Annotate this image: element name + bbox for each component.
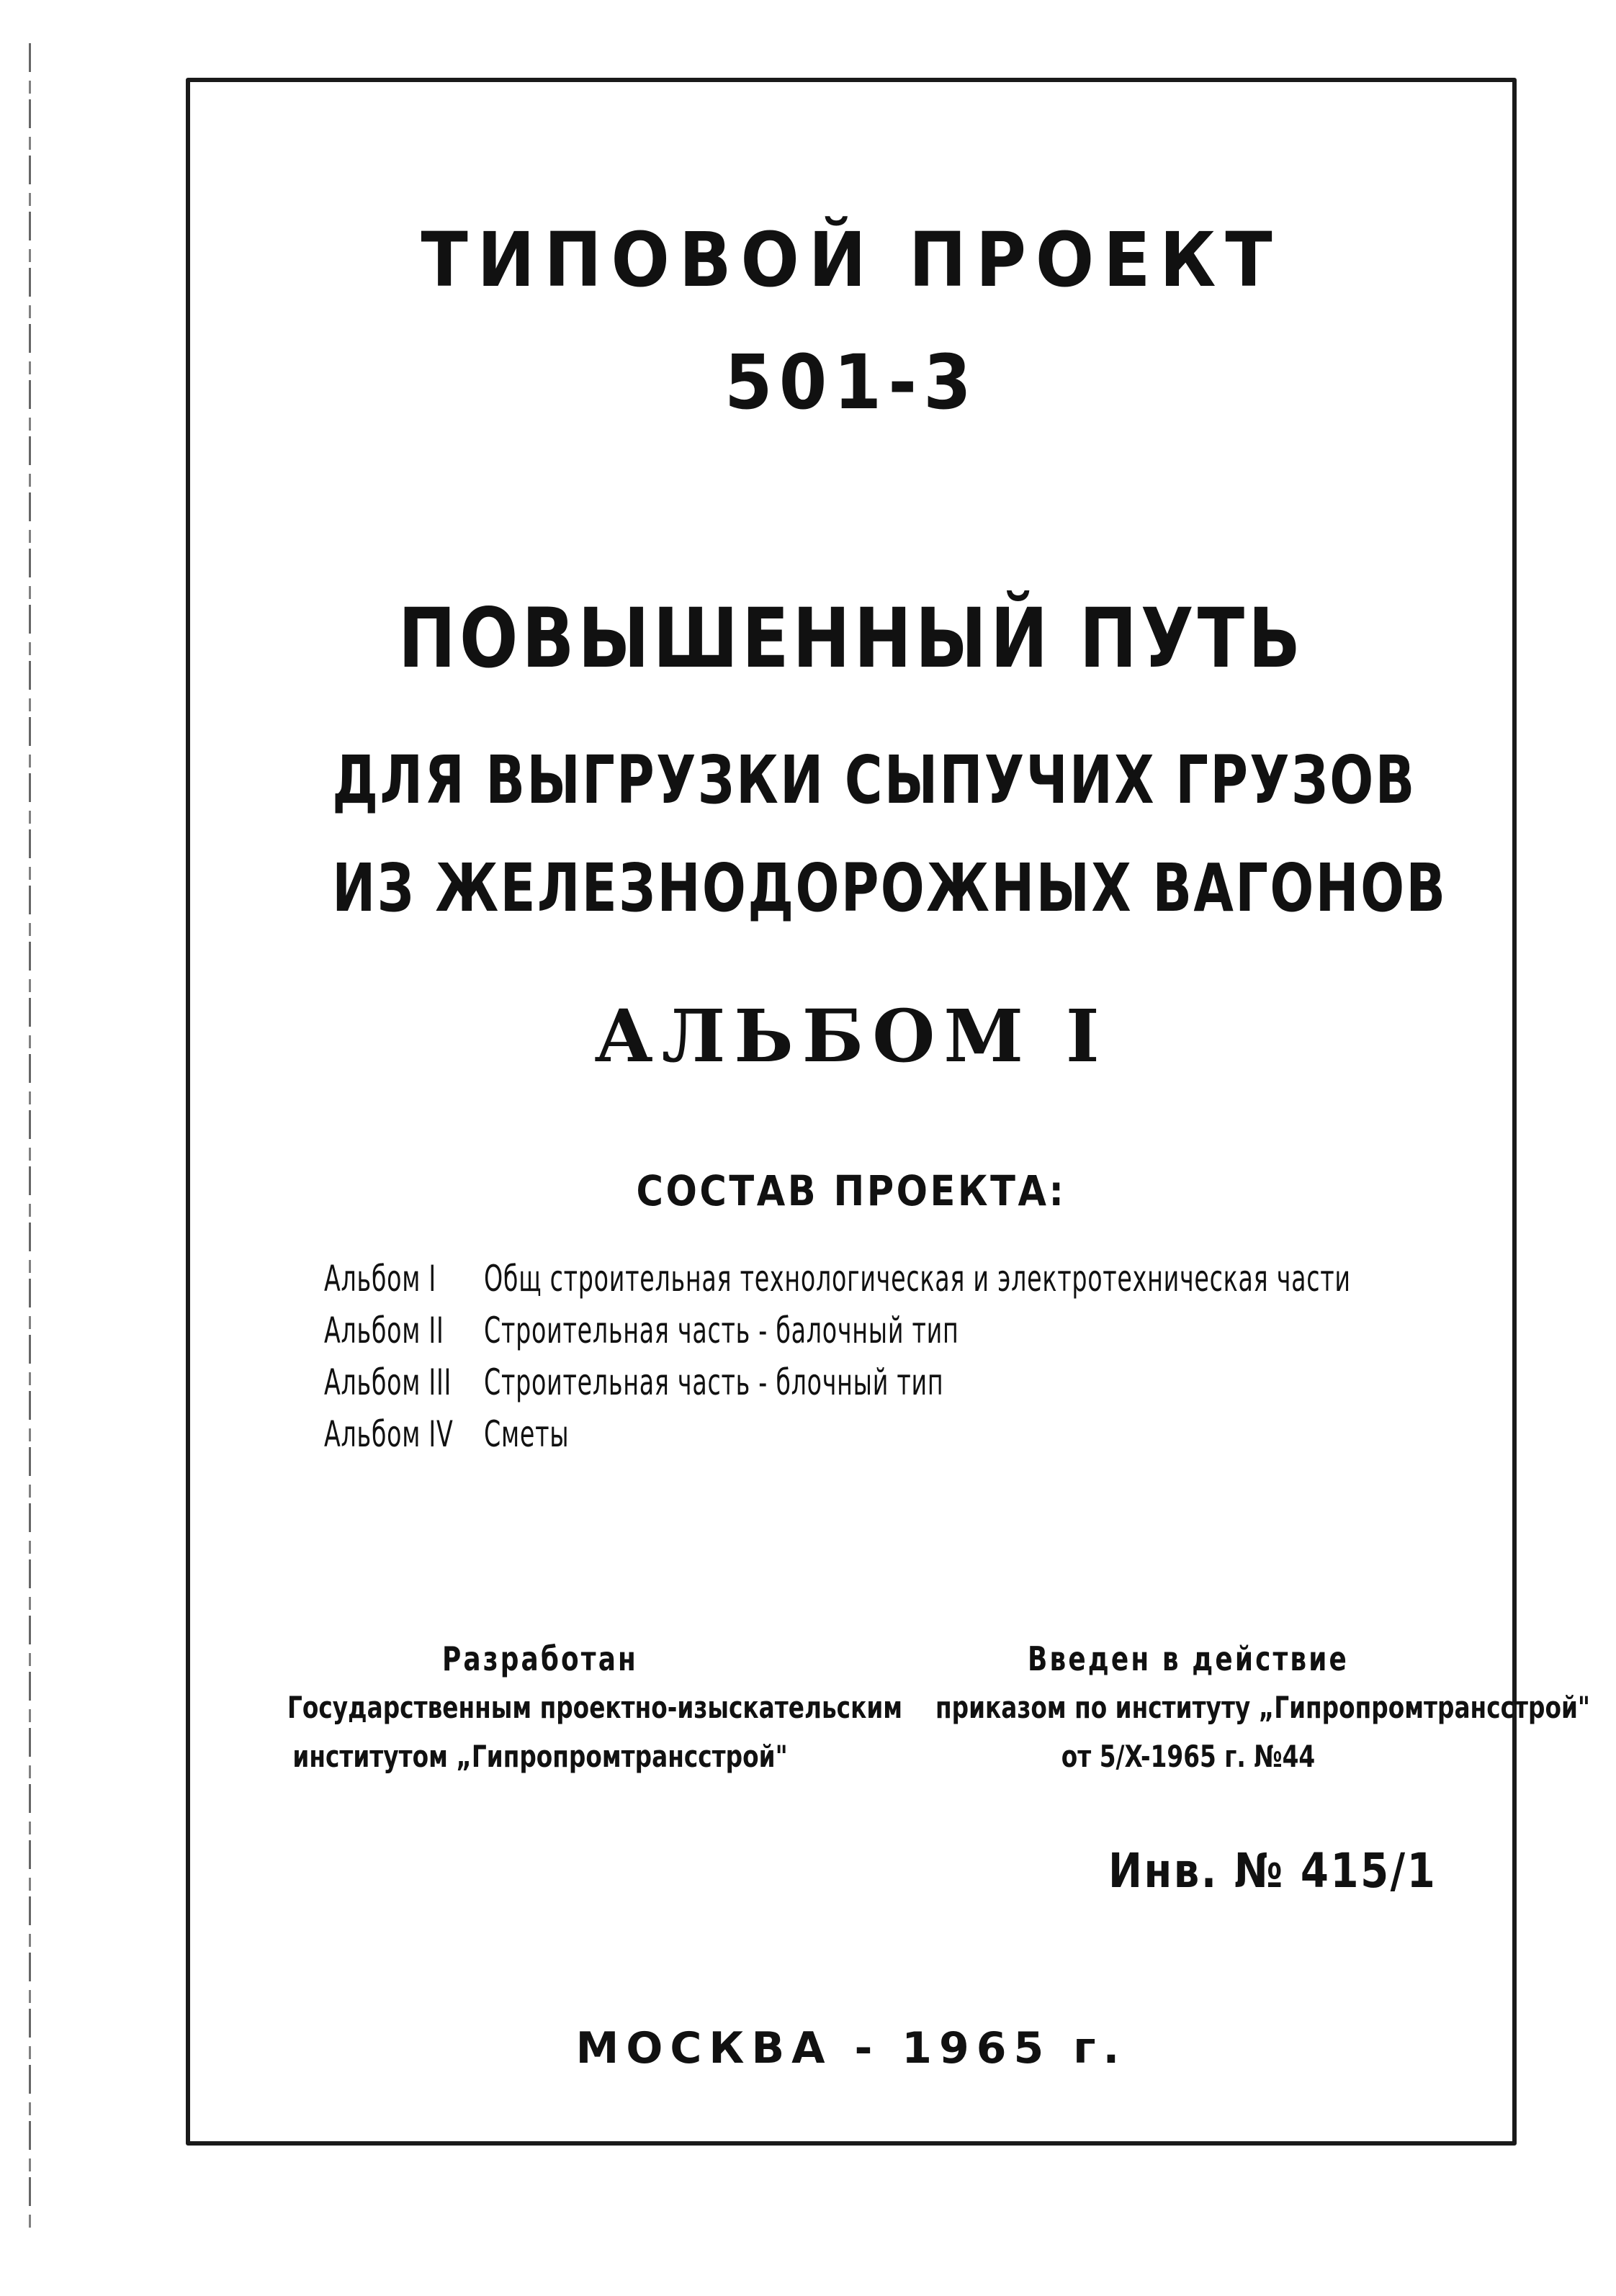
album-list-item — [324, 1356, 1351, 1408]
album-name: Альбом II — [324, 1310, 444, 1351]
developer-block — [287, 1634, 903, 1781]
composition-heading: СОСТАВ ПРОЕКТА: — [636, 1166, 1067, 1215]
album-heading: АЛЬБОМ I — [594, 994, 1108, 1079]
main-title: ПОВЫШЕННЫЙ ПУТЬ — [398, 590, 1305, 686]
project-number: 501-3 — [724, 338, 979, 426]
inventory-number: Инв. № 415/1 — [1108, 1843, 1437, 1899]
album-name: Альбом IV — [324, 1413, 454, 1455]
scan-edge-line — [29, 43, 31, 2232]
enacted-date: от 5/X-1965 г. №44 — [1061, 1739, 1316, 1774]
album-name: Альбом I — [324, 1258, 436, 1300]
developer-organization: Государственным проектно-изыскательским — [287, 1690, 903, 1725]
album-list-item — [324, 1305, 1351, 1356]
enacted-label: Введен в действие — [1028, 1639, 1349, 1678]
developer-institute: институтом „Гипропромтрансстрой" — [292, 1739, 788, 1774]
city-year: МОСКВА - 1965 г. — [575, 2023, 1127, 2074]
album-description: Строительная часть - балочный тип — [484, 1310, 959, 1351]
album-description: Общ строительная технологическая и электротехническая части — [484, 1258, 1351, 1300]
album-list — [324, 1253, 1616, 1460]
developer-label: Разработан — [442, 1639, 638, 1678]
project-title: ТИПОВОЙ ПРОЕКТ — [421, 216, 1282, 304]
album-list-item — [324, 1253, 1351, 1305]
album-description: Сметы — [484, 1413, 570, 1455]
album-name: Альбом III — [324, 1361, 452, 1403]
enacted-order: приказом по институту „Гипропромтрансстрой" — [935, 1690, 1591, 1725]
album-description: Строительная часть - блочный тип — [484, 1361, 944, 1403]
enacted-block — [935, 1634, 1591, 1781]
subtitle-line-1: ДЛЯ ВЫГРУЗКИ СЫПУЧИХ ГРУЗОВ — [332, 742, 1417, 819]
subtitle-line-2: ИЗ ЖЕЛЕЗНОДОРОЖНЫХ ВАГОНОВ — [332, 850, 1447, 927]
album-list-item — [324, 1408, 1351, 1460]
